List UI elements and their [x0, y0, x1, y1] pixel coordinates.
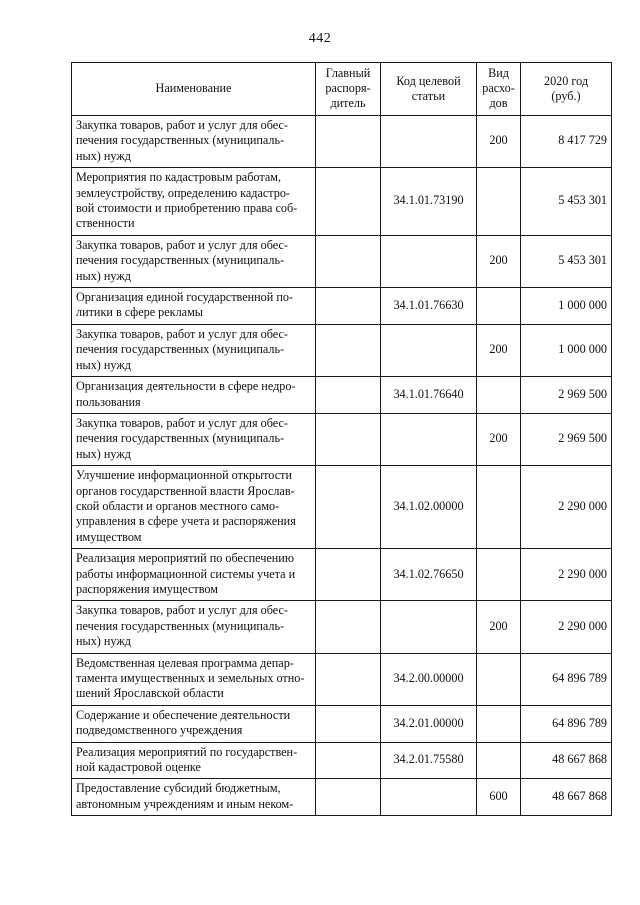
row-name-line: шений Ярославской области — [76, 686, 224, 701]
table-body — [72, 116, 612, 816]
table-row — [72, 288, 612, 325]
row-type-cell: 200 — [477, 324, 521, 376]
row-name-line: Предоставление субсидий бюджетным, — [76, 781, 281, 796]
row-name-line: печения государственных (муниципаль- — [76, 431, 285, 446]
row-type-cell: 200 — [477, 235, 521, 287]
row-name-line: имуществом — [76, 529, 142, 544]
row-code-cell: 34.2.01.00000 — [381, 705, 477, 742]
row-name-cell — [72, 601, 316, 653]
row-type-cell — [477, 742, 521, 779]
row-amount-cell: 5 453 301 — [521, 235, 612, 287]
row-admin-cell — [316, 779, 381, 816]
row-code-cell: 34.1.01.76630 — [381, 288, 477, 325]
row-admin-cell — [316, 413, 381, 465]
row-name-line: ной кадастровой оценке — [76, 760, 201, 775]
row-admin-cell — [316, 324, 381, 376]
table-row — [72, 653, 612, 705]
row-code-cell — [381, 235, 477, 287]
row-type-cell — [477, 705, 521, 742]
row-admin-cell — [316, 377, 381, 414]
row-admin-cell — [316, 168, 381, 236]
row-name-cell — [72, 116, 316, 168]
row-type-cell: 600 — [477, 779, 521, 816]
row-name-line: Закупка товаров, работ и услуг для обес- — [76, 237, 288, 252]
row-name-line: Мероприятия по кадастровым работам, — [76, 170, 281, 185]
table-row — [72, 116, 612, 168]
row-amount-cell: 64 896 789 — [521, 653, 612, 705]
row-name-line: ных) нужд — [76, 634, 131, 649]
row-name-line: Закупка товаров, работ и услуг для обес- — [76, 603, 288, 618]
row-amount-cell: 8 417 729 — [521, 116, 612, 168]
table-row — [72, 235, 612, 287]
table-row — [72, 549, 612, 601]
row-name-line: Реализация мероприятий по государствен- — [76, 744, 298, 759]
row-amount-cell: 2 290 000 — [521, 466, 612, 549]
row-code-cell — [381, 413, 477, 465]
row-code-cell — [381, 324, 477, 376]
row-name-cell — [72, 235, 316, 287]
row-amount-cell: 5 453 301 — [521, 168, 612, 236]
row-admin-cell — [316, 288, 381, 325]
table-row — [72, 779, 612, 816]
row-code-cell: 34.1.01.73190 — [381, 168, 477, 236]
row-name-line: распоряжения имуществом — [76, 581, 219, 596]
row-admin-cell — [316, 653, 381, 705]
row-code-cell — [381, 779, 477, 816]
row-name-line: Организация единой государственной по- — [76, 290, 294, 305]
row-name-line: пользования — [76, 394, 141, 409]
row-name-line: ственности — [76, 216, 135, 231]
row-name-line: литики в сфере рекламы — [76, 305, 203, 320]
budget-table — [71, 62, 612, 816]
row-type-cell — [477, 377, 521, 414]
row-amount-cell: 48 667 868 — [521, 742, 612, 779]
row-name-line: ных) нужд — [76, 148, 131, 163]
row-name-cell — [72, 779, 316, 816]
row-name-line: Ведомственная целевая программа депар- — [76, 655, 294, 670]
row-admin-cell — [316, 235, 381, 287]
row-name-cell — [72, 377, 316, 414]
row-amount-cell: 2 290 000 — [521, 549, 612, 601]
header-name: Наименование — [72, 63, 316, 116]
row-type-cell — [477, 288, 521, 325]
table-row — [72, 377, 612, 414]
row-name-line: Реализация мероприятий по обеспечению — [76, 551, 294, 566]
row-type-cell — [477, 168, 521, 236]
row-name-line: ных) нужд — [76, 268, 131, 283]
page-number: 442 — [308, 31, 332, 46]
table-row — [72, 413, 612, 465]
row-name-cell — [72, 413, 316, 465]
row-name-line: Улучшение информационной открытости — [76, 468, 292, 483]
row-name-line: вой стоимости и приобретению права соб- — [76, 201, 298, 216]
header-code: Код целевой статьи — [381, 63, 477, 116]
row-name-line: печения государственных (муниципаль- — [76, 253, 285, 268]
row-name-line: землеустройству, определению кадастро- — [76, 185, 290, 200]
row-amount-cell: 1 000 000 — [521, 324, 612, 376]
row-code-cell — [381, 116, 477, 168]
row-name-cell — [72, 168, 316, 236]
row-name-cell — [72, 324, 316, 376]
row-admin-cell — [316, 116, 381, 168]
row-name-line: Организация деятельности в сфере недро- — [76, 379, 296, 394]
row-name-cell — [72, 653, 316, 705]
row-name-line: печения государственных (муниципаль- — [76, 133, 285, 148]
row-admin-cell — [316, 466, 381, 549]
header-admin: Главный распоря- дитель — [316, 63, 381, 116]
row-name-line: печения государственных (муниципаль- — [76, 342, 285, 357]
row-name-cell — [72, 742, 316, 779]
row-admin-cell — [316, 601, 381, 653]
table-row — [72, 466, 612, 549]
row-name-line: работы информационной системы учета и — [76, 566, 296, 581]
row-name-line: автономным учреждениям и иным неком- — [76, 796, 294, 811]
row-type-cell: 200 — [477, 116, 521, 168]
table-row — [72, 705, 612, 742]
row-code-cell: 34.1.02.00000 — [381, 466, 477, 549]
row-code-cell: 34.2.00.00000 — [381, 653, 477, 705]
row-name-line: подведомственного учреждения — [76, 723, 243, 738]
row-code-cell: 34.1.02.76650 — [381, 549, 477, 601]
table-row — [72, 168, 612, 236]
row-admin-cell — [316, 549, 381, 601]
row-type-cell — [477, 466, 521, 549]
header-type: Вид расхо- дов — [477, 63, 521, 116]
row-name-line: управления в сфере учета и распоряжения — [76, 514, 296, 529]
row-amount-cell: 2 969 500 — [521, 413, 612, 465]
row-admin-cell — [316, 742, 381, 779]
row-type-cell: 200 — [477, 413, 521, 465]
row-name-cell — [72, 705, 316, 742]
row-name-line: ных) нужд — [76, 446, 131, 461]
row-type-cell — [477, 653, 521, 705]
row-name-line: ской области и органов местного само- — [76, 498, 280, 513]
row-name-cell — [72, 549, 316, 601]
row-name-line: печения государственных (муниципаль- — [76, 618, 285, 633]
row-name-line: Содержание и обеспечение деятельности — [76, 707, 291, 722]
row-name-line: Закупка товаров, работ и услуг для обес- — [76, 415, 288, 430]
table-header-row — [72, 63, 612, 116]
row-type-cell — [477, 549, 521, 601]
row-amount-cell: 64 896 789 — [521, 705, 612, 742]
row-code-cell: 34.2.01.75580 — [381, 742, 477, 779]
row-amount-cell: 2 969 500 — [521, 377, 612, 414]
row-name-line: Закупка товаров, работ и услуг для обес- — [76, 326, 288, 341]
row-code-cell: 34.1.01.76640 — [381, 377, 477, 414]
row-name-line: органов государственной власти Ярослав- — [76, 483, 295, 498]
row-name-cell — [72, 288, 316, 325]
header-amount: 2020 год (руб.) — [521, 63, 612, 116]
row-code-cell — [381, 601, 477, 653]
row-admin-cell — [316, 705, 381, 742]
table-row — [72, 601, 612, 653]
row-amount-cell: 1 000 000 — [521, 288, 612, 325]
row-name-line: ных) нужд — [76, 357, 131, 372]
row-amount-cell: 2 290 000 — [521, 601, 612, 653]
row-type-cell: 200 — [477, 601, 521, 653]
table-row — [72, 324, 612, 376]
table-row — [72, 742, 612, 779]
row-name-cell — [72, 466, 316, 549]
row-name-line: Закупка товаров, работ и услуг для обес- — [76, 118, 288, 132]
row-name-line: тамента имущественных и земельных отно- — [76, 671, 305, 685]
row-amount-cell: 48 667 868 — [521, 779, 612, 816]
